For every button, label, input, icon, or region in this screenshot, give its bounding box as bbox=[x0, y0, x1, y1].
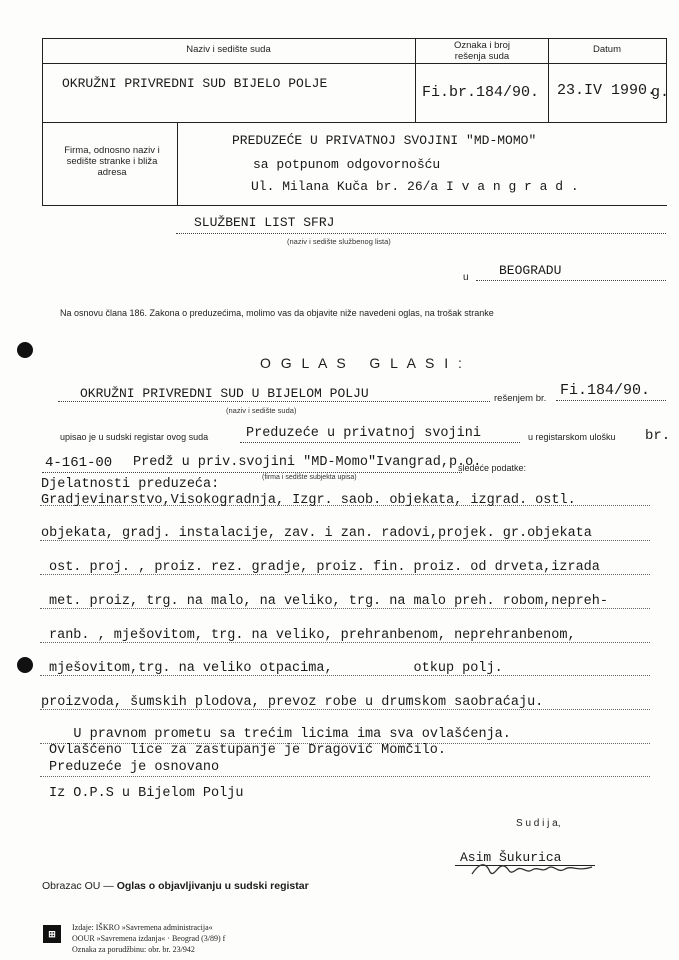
body-line-1: Djelatnosti preduzeća: bbox=[41, 477, 220, 492]
court-name-value: OKRUŽNI PRIVREDNI SUD BIJELO POLJE bbox=[62, 76, 328, 91]
intro-text: Na osnovu člana 186. Zakona o preduzećima, molimo vas da objavite niže navedeni oglas, na trošak stranke bbox=[60, 308, 494, 318]
ulosku-br-suffix: br. bbox=[645, 428, 671, 444]
body-line-8: proizvoda, šumskih plodova, prevoz robe u drumskom saobraćaju. bbox=[41, 695, 544, 710]
date-value: 23.IV 1990. bbox=[557, 82, 657, 99]
firm-caption: (firma i sedište subjekta upisa) bbox=[262, 474, 357, 481]
body-line-4: ost. proj. , proiz. rez. gradje, proiz. fin. proiz. od drveta,izrada bbox=[49, 560, 600, 575]
notice-title: O G L A S G L A S I : bbox=[260, 355, 465, 371]
date-label: Datum bbox=[593, 44, 621, 55]
gazette-city: BEOGRADU bbox=[499, 263, 562, 278]
punch-hole-bottom bbox=[17, 657, 33, 673]
gazette-name: SLUŽBENI LIST SFRJ bbox=[194, 215, 335, 230]
date-suffix: g. bbox=[651, 84, 670, 101]
imprint-line-3: Oznaka za porudžbinu: obr. br. 23/942 bbox=[72, 945, 195, 954]
judge-name: Asim Šukurica bbox=[460, 850, 562, 865]
resenje-number: Fi.184/90. bbox=[560, 382, 651, 399]
gazette-in-label: u bbox=[463, 272, 469, 283]
body-line-6: ranb. , mješovitom, trg. na veliko, prehranbenom, neprehranbenom, bbox=[49, 628, 576, 643]
decision-number-label: Oznaka i broj rešenja suda bbox=[454, 40, 510, 62]
imprint-line-2: OOUR »Savremena izdanja« · Beograd (3/89) f bbox=[72, 934, 226, 943]
body-line-11: Preduzeće je osnovano bbox=[49, 760, 220, 775]
form-code: Obrazac OU — bbox=[42, 880, 114, 892]
decision-number-value: Fi.br.184/90. bbox=[422, 84, 540, 101]
body-line-5: met. proiz, trg. na malo, na veliko, trg. na malo preh. robom,nepreh- bbox=[49, 594, 608, 609]
body-line-12: Iz O.P.S u Bijelom Polju bbox=[49, 786, 244, 801]
podatke-label: sledeće podatke: bbox=[458, 463, 527, 473]
registry-firm-line: Predž u priv.svojini "MD-Momo"Ivangrad,p.o. bbox=[133, 455, 482, 470]
court-line-value: OKRUŽNI PRIVREDNI SUD U BIJELOM POLJU bbox=[80, 386, 369, 401]
registry-number: 4-161-00 bbox=[45, 455, 113, 471]
body-line-2: Gradjevinarstvo,Visokogradnja, Izgr. saob. objekata, izgrad. ostl. bbox=[41, 493, 576, 508]
punch-hole-top bbox=[17, 342, 33, 358]
firm-line-3: Ul. Milana Kuča br. 26/a I v a n g r a d . bbox=[251, 179, 579, 194]
resenje-label: rešenjem br. bbox=[494, 393, 547, 404]
form-title: Oglas o objavljivanju u sudski registar bbox=[116, 880, 309, 892]
imprint-line-1: Izdaje: IŠKRO »Savremena administracija« bbox=[72, 923, 213, 932]
firm-label: Firma, odnosno naziv i sedište stranke i bliža adresa bbox=[64, 145, 160, 178]
publisher-logo: ⊞ bbox=[43, 925, 61, 943]
court-line-caption: (naziv i sedište suda) bbox=[226, 406, 297, 415]
body-line-9: U pravnom prometu sa trećim licima ima sva ovlašćenja. bbox=[41, 727, 511, 742]
body-line-3: objekata, gradj. instalacije, zav. i zan. radovi,projek. gr.objekata bbox=[41, 526, 592, 541]
body-line-7: mješovitom,trg. na veliko otpacima, otkup polj. bbox=[49, 661, 503, 676]
gazette-caption: (naziv i sedište službenog lista) bbox=[287, 237, 391, 246]
registry-subject: Preduzeće u privatnoj svojini bbox=[246, 426, 481, 441]
judge-label: S u d i j a, bbox=[516, 818, 561, 829]
upisao-label: upisao je u sudski registar ovog suda bbox=[60, 432, 209, 442]
court-name-label: Naziv i sedište suda bbox=[186, 44, 271, 55]
handwritten-signature bbox=[470, 858, 595, 880]
ulosku-label: u registarskom ulošku bbox=[528, 432, 616, 442]
firm-line-2: sa potpunom odgovornošću bbox=[253, 157, 441, 172]
firm-line-1: PREDUZEĆE U PRIVATNOJ SVOJINI "MD-MOMO" bbox=[232, 133, 537, 148]
body-line-10: Ovlašćeno lice za zastupanje je Dragović Momčilo. bbox=[49, 743, 446, 758]
